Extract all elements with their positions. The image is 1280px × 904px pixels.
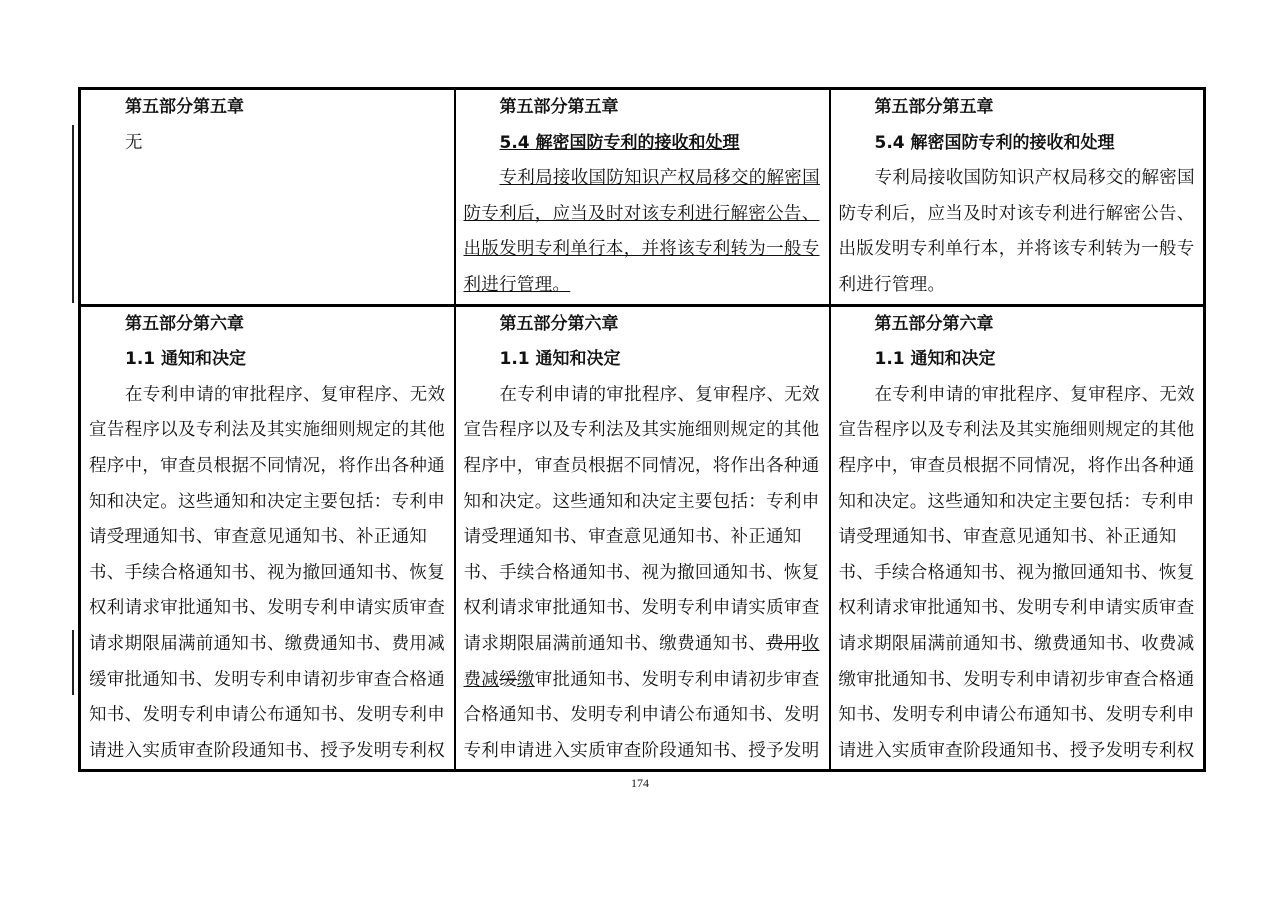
cell-body	[464, 378, 821, 770]
revision-marked-cell	[455, 89, 830, 306]
section-heading: 1.1 通知和决定	[874, 349, 996, 370]
chapter-heading: 第五部分第五章	[499, 97, 619, 117]
page-number: 174	[631, 776, 649, 790]
cell-body: 在专利申请的审批程序、复审程序、无效宣告程序以及专利法及其实施细则规定的其他程序中，审查员根据不同情况，将作出各种通知和决定。这些通知和决定主要包括：专利申请受理通知书、审查意见通知书、补正通知书、手续合格通知书、视为撤回通知书、恢复权利请求审批通知书、发明专利申请实质审查请求期限届满前通知书、缴费通知书、费用减缓审批通知书、发明专利申请初步审查合格通知书、发明专利申请公布通知书、发明专利申请进入实质审查阶段通知书、授予发明专利权	[89, 384, 446, 761]
body-text: 审批通知书、发明专利申请初步审查合格通知书、发明专利申请公布通知书、发明专利申请进入实质审查阶段通知书、授予发明	[463, 669, 820, 761]
chapter-heading: 第五部分第六章	[874, 313, 994, 334]
original-text-cell	[80, 305, 455, 771]
chapter-heading: 第五部分第五章	[125, 97, 244, 117]
body-text: 在专利申请的审批程序、复审程序、无效宣告程序以及专利法及其实施细则规定的其他程序中，审查员根据不同情况，将作出各种通知和决定。这些通知和决定主要包括：专利申请受理通知书、审查意见通知书、补正通知书、手续合格通知书、视为撤回通知书、恢复权利请求审批通知书、发明专利申请实质审查请求期限届满前通知书、缴费通知书、	[463, 384, 820, 654]
deleted-text: 费用	[766, 633, 802, 654]
section-heading: 5.4 解密国防专利的接收和处理	[499, 132, 740, 153]
revised-text-cell	[830, 89, 1205, 306]
table-row	[80, 89, 1205, 306]
deleted-text: 缓	[499, 669, 517, 690]
section-heading: 5.4 解密国防专利的接收和处理	[874, 132, 1115, 153]
cell-body: 专利局接收国防知识产权局移交的解密国防专利后，应当及时对该专利进行解密公告、出版发明专利单行本，并将该专利转为一般专利进行管理。	[463, 168, 820, 295]
revision-margin-bar	[72, 125, 74, 303]
section-heading: 1.1 通知和决定	[125, 349, 247, 370]
cell-body: 在专利申请的审批程序、复审程序、无效宣告程序以及专利法及其实施细则规定的其他程序中，审查员根据不同情况，将作出各种通知和决定。这些通知和决定主要包括：专利申请受理通知书、审查意见通知书、补正通知书、手续合格通知书、视为撤回通知书、恢复权利请求审批通知书、发明专利申请实质审查请求期限届满前通知书、缴费通知书、收费减缴审批通知书、发明专利申请初步审查合格通知书、发明专利申请公布通知书、发明专利申请进入实质审查阶段通知书、授予发明专利权	[838, 384, 1195, 761]
inserted-text: 缴	[516, 669, 535, 690]
revision-marked-cell	[455, 305, 830, 771]
chapter-heading: 第五部分第六章	[125, 313, 244, 334]
chapter-heading: 第五部分第六章	[499, 313, 619, 334]
cell-body: 专利局接收国防知识产权局移交的解密国防专利后，应当及时对该专利进行解密公告、出版发明专利单行本，并将该专利转为一般专利进行管理。	[838, 168, 1195, 295]
revised-text-cell	[830, 305, 1205, 771]
table-row	[80, 305, 1205, 771]
original-text-cell	[80, 89, 455, 306]
revision-margin-bar	[72, 630, 74, 695]
inserted-text: 收费减	[463, 633, 820, 690]
section-heading: 1.1 通知和决定	[499, 349, 621, 370]
cell-body: 无	[125, 132, 143, 153]
comparison-table	[78, 87, 1206, 772]
chapter-heading: 第五部分第五章	[874, 97, 994, 117]
